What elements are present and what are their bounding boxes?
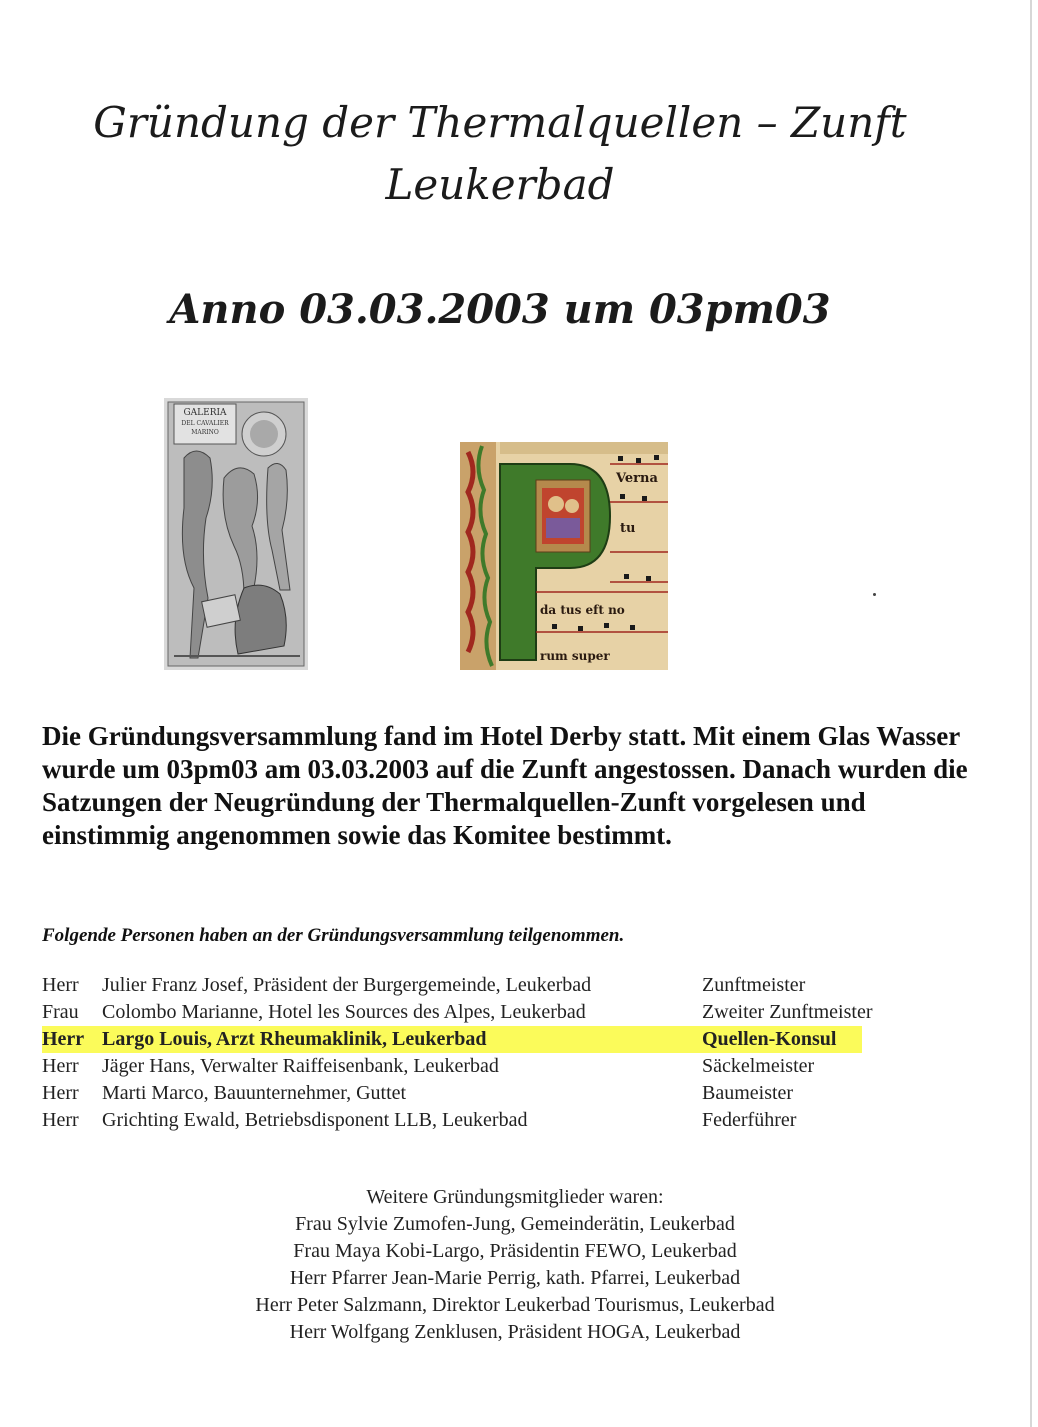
participant-row xyxy=(42,1107,942,1134)
document-date: Anno 03.03.2003 um 03pm03 xyxy=(169,286,831,333)
participant-description: Julier Franz Josef, Präsident der Burgergemeinde, Leukerbad xyxy=(102,974,592,996)
other-member-line: Frau Maya Kobi-Largo, Präsidentin FEWO, Leukerbad xyxy=(293,1240,737,1262)
engraving-image xyxy=(164,398,308,670)
participant-description: Marti Marco, Bauunternehmer, Guttet xyxy=(102,1082,407,1104)
participant-salutation: Frau xyxy=(42,1001,79,1023)
participant-row xyxy=(42,1053,942,1080)
participant-role: Quellen-Konsul xyxy=(702,1028,837,1050)
participants-list xyxy=(42,972,942,1134)
other-members-heading: Weitere Gründungsmitglieder waren: xyxy=(366,1186,664,1208)
participant-role: Zunftmeister xyxy=(702,974,806,996)
manuscript-image xyxy=(460,442,668,670)
speck xyxy=(873,593,876,596)
other-member-line: Frau Sylvie Zumofen-Jung, Gemeinderätin, Leukerbad xyxy=(295,1213,735,1235)
participant-row xyxy=(42,1080,942,1107)
participant-role: Federführer xyxy=(702,1109,797,1131)
participant-description: Jäger Hans, Verwalter Raiffeisenbank, Leukerbad xyxy=(102,1055,499,1077)
participant-salutation: Herr xyxy=(42,1028,85,1050)
engraving-label-1: GALERIA xyxy=(183,408,227,418)
participant-salutation: Herr xyxy=(42,1109,79,1131)
participant-row xyxy=(42,999,942,1026)
participant-description: Grichting Ewald, Betriebsdisponent LLB, Leukerbad xyxy=(102,1109,528,1131)
participant-description: Colombo Marianne, Hotel les Sources des Alpes, Leukerbad xyxy=(102,1001,586,1023)
other-member-line: Herr Peter Salzmann, Direktor Leukerbad Tourismus, Leukerbad xyxy=(255,1294,775,1316)
participant-salutation: Herr xyxy=(42,1055,79,1077)
title-line-2: Leukerbad xyxy=(385,160,615,209)
participant-salutation: Herr xyxy=(42,974,79,996)
page-edge xyxy=(1030,0,1032,1427)
other-members xyxy=(150,1184,880,1346)
other-member-line: Herr Pfarrer Jean-Marie Perrig, kath. Pfarrei, Leukerbad xyxy=(289,1267,741,1289)
participant-row-highlighted xyxy=(42,1026,862,1053)
engraving-label-2: DEL CAVALIER xyxy=(181,420,229,427)
participant-description: Largo Louis, Arzt Rheumaklinik, Leukerbad xyxy=(102,1028,487,1050)
participant-salutation: Herr xyxy=(42,1082,79,1104)
manuscript-text-1: Verna xyxy=(616,471,658,486)
participant-role: Zweiter Zunftmeister xyxy=(702,1001,873,1023)
participant-role: Säckelmeister xyxy=(702,1055,815,1077)
participants-caption: Folgende Personen haben an der Gründungsversammlung teilgenommen. xyxy=(42,925,625,946)
manuscript-text-2: tu xyxy=(620,521,636,536)
participant-row xyxy=(42,972,942,999)
participant-role: Baumeister xyxy=(702,1082,794,1104)
document-title xyxy=(60,92,940,216)
title-line-1: Gründung der Thermalquellen – Zunft xyxy=(93,98,907,147)
intro-paragraph: Die Gründungsversammlung fand im Hotel Derby statt. Mit einem Glas Wasser wurde um 03pm03 am 03.03.2003 auf die Zunft angestossen. Danach wurden die Satzungen der Neugründung der Thermalquellen-Zunft vorgelesen und einstimmig angenommen sowie das Komitee bestimmt. xyxy=(42,721,968,850)
manuscript-text-4: rum super xyxy=(540,649,610,663)
engraving-label-3: MARINO xyxy=(191,429,219,436)
manuscript-text-3: da tus eft no xyxy=(540,603,625,617)
other-member-line: Herr Wolfgang Zenklusen, Präsident HOGA, Leukerbad xyxy=(289,1321,741,1343)
